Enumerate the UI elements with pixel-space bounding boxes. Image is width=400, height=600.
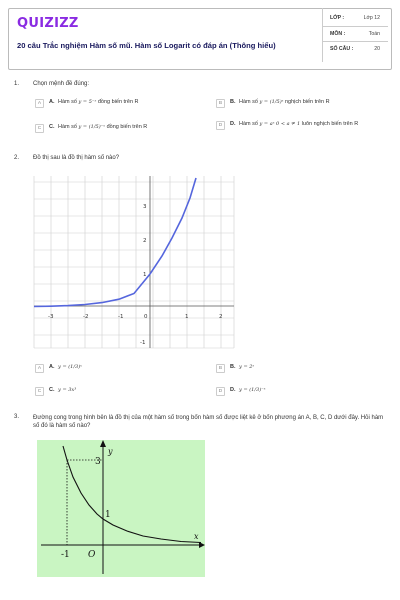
value-label-neg1: -1 [61,550,70,560]
option-math: y = (1/3)ˣ [58,364,82,370]
y-axis-arrow [100,440,106,447]
option-letter-box[interactable]: A [35,99,44,108]
option-math: y = (1/5)⁻ˣ [78,124,106,130]
option-text [49,387,76,394]
q1-option-a[interactable] [35,99,205,108]
x-tick-label: -3 [48,314,54,320]
option-math: y = (1/5)ˣ [259,99,284,105]
question-3-text: Đường cong trong hình bên là đồ thị của một hàm số trong bốn hàm số được liệt kê ở bốn phương án A, B, C, D dưới đây. Hỏi hàm số đó là hàm số nào? [33,415,384,429]
grid-lines [34,176,234,348]
option-letter-box[interactable]: D [216,387,225,396]
worksheet-title: 20 câu Trắc nghiệm Hàm số mũ. Hàm số Logarit có đáp án (Thông hiểu) [17,41,276,50]
option-post: luôn nghịch biến trên R [301,121,359,127]
option-letter-box[interactable]: B [216,99,225,108]
quizizz-logo[interactable]: QUIZIZZ [17,16,79,31]
option-label: A. [49,99,55,105]
option-letter-box[interactable]: B [216,364,225,373]
option-math: y = 5⁻ˣ [78,99,97,105]
option-text [230,99,330,106]
count-value: 20 [374,46,380,52]
subject-label: MÔN : [330,31,346,37]
x-axis-label: x [194,532,199,541]
y-tick-label: 2 [143,238,147,244]
option-post: đồng biến trên R [97,99,139,105]
q2-option-c[interactable] [35,387,205,396]
question-3-graph [37,440,205,577]
option-label: C. [49,124,55,130]
option-letter-box[interactable]: C [35,387,44,396]
q2-option-b[interactable] [216,364,386,373]
option-post: đồng biến trên R [106,124,148,130]
option-pre: Hàm số [58,124,77,130]
count-label: SỐ CÂU : [330,46,354,52]
x-tick-label: -2 [83,314,89,320]
subject-value: Toán [368,31,380,37]
y-tick-label: -1 [140,340,146,346]
question-2-graph [30,172,236,352]
exponential-curve [34,178,196,307]
q1-option-c[interactable] [35,124,205,133]
meta-divider [322,26,388,27]
x-tick-label: 2 [219,314,223,320]
option-pre: Hàm số [239,121,258,127]
option-letter-box[interactable]: C [35,124,44,133]
option-text [49,124,147,131]
option-letter-box[interactable]: A [35,364,44,373]
option-pre: Hàm số [239,99,258,105]
x-tick-label: 1 [185,314,189,320]
class-label: LỚP : [330,15,345,21]
option-label: C. [49,387,55,393]
option-math: y = aˣ 0 < a ≠ 1 [259,121,301,127]
option-math: y = 3x³ [58,387,77,393]
option-label: B. [230,364,236,370]
value-label-1: 1 [105,510,111,520]
y-tick-label: 3 [143,204,147,210]
question-1-text: Chọn mệnh đề đúng: [33,81,90,87]
q2-option-d[interactable] [216,387,386,396]
option-letter-box[interactable]: D [216,121,225,130]
question-1-number: 1. [14,81,20,87]
meta-divider [322,41,388,42]
question-3-number: 3. [14,414,20,420]
option-label: A. [49,364,55,370]
x-tick-label: 0 [144,314,148,320]
meta-divider [322,8,323,62]
option-text [49,99,139,106]
option-text [230,121,358,128]
y-tick-label: 1 [143,272,147,278]
option-math: y = (1/3)⁻ˣ [239,387,266,393]
option-text [49,364,82,371]
x-tick-label: -1 [118,314,124,320]
class-value: Lớp 12 [363,15,380,21]
option-pre: Hàm số [58,99,77,105]
question-2-number: 2. [14,155,20,161]
origin-label: O [88,550,96,560]
decay-curve [63,446,201,543]
option-label: B. [230,99,236,105]
q2-option-a[interactable] [35,364,205,373]
question-2-text: Đồ thị sau là đồ thị hàm số nào? [33,155,120,161]
y-axis-label: y [108,447,113,456]
option-math: y = 2ˣ [239,364,255,370]
option-text [230,387,266,394]
value-label-3: 3 [95,457,101,467]
option-post: nghịch biến trên R [284,99,330,105]
q1-option-b[interactable] [216,99,388,108]
q1-option-d[interactable] [216,121,388,130]
option-text [230,364,254,371]
option-label: D. [230,387,236,393]
option-label: D. [230,121,236,127]
